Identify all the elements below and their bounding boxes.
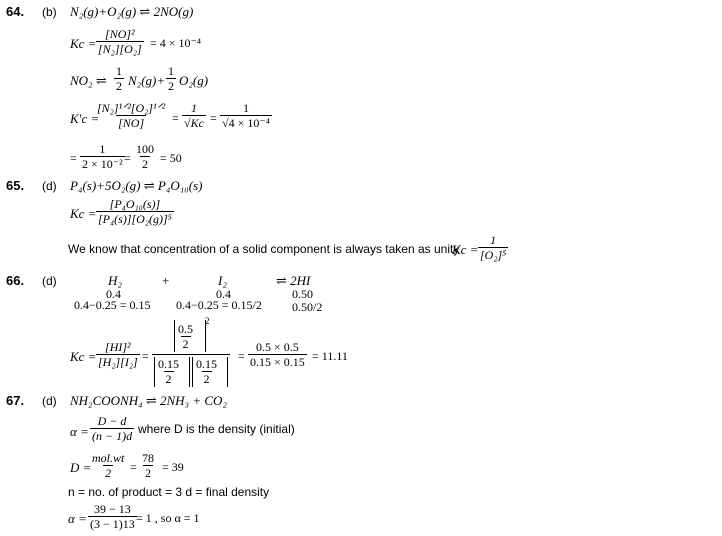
- numerator: 0.5 × 0.5: [256, 340, 299, 354]
- alpha-label: α =: [70, 424, 89, 439]
- denominator: (n − 1)d: [92, 429, 133, 443]
- denominator: 2: [105, 466, 112, 480]
- answer-option: (d): [42, 394, 57, 408]
- n-line: n = no. of product = 3 d = final density: [68, 485, 270, 499]
- numerator: 0.15: [158, 357, 179, 371]
- denominator: 0.15 × 0.15: [250, 355, 305, 369]
- alpha-note: where D is the density (initial): [138, 422, 295, 436]
- kc-numerator: [NO]²: [105, 27, 135, 41]
- kc-label: Kc =: [70, 349, 97, 364]
- equals: =: [142, 349, 149, 363]
- kc-numerator: [HI]²: [105, 340, 131, 354]
- one: 1: [99, 142, 106, 156]
- one: 1: [242, 101, 249, 115]
- denominator: 2: [145, 466, 151, 480]
- kc-fraction: [96, 197, 174, 226]
- numerator: mol.wt: [92, 451, 125, 465]
- one: 1: [190, 101, 197, 115]
- equals: =: [124, 151, 131, 165]
- kc-prime-denominator: [NO]: [118, 116, 145, 130]
- kc-prime-numerator: [N₂]¹ᐟ²[O₂]¹ᐟ²: [97, 101, 166, 115]
- numerator: D − d: [97, 414, 127, 428]
- answer-option: (b): [42, 5, 57, 19]
- numerator: 78: [142, 451, 154, 465]
- kc-prime-label: K′c =: [70, 111, 100, 126]
- kc-denominator: [N₂][O₂]: [98, 42, 142, 56]
- reaction-equation: NH₂COONH₄ ⇌ 2NH₃ + CO₂: [70, 393, 227, 408]
- alpha-fraction: [90, 414, 134, 443]
- no2-n2-term: N₂(g)+: [128, 73, 166, 88]
- no2-o2-term: O₂(g): [179, 73, 209, 88]
- question-number: 66.: [6, 273, 25, 288]
- kc-fraction: [96, 27, 144, 56]
- d-result: = 39: [162, 460, 184, 474]
- species-i2: I₂: [218, 273, 227, 288]
- question-number: 67.: [6, 393, 25, 408]
- equals: =: [130, 460, 137, 474]
- denominator: (3 − 1)13: [90, 517, 135, 531]
- alpha-label: α =: [68, 511, 87, 526]
- kc-label: Kc =: [452, 242, 479, 257]
- denominator: 2: [182, 337, 189, 351]
- species-hi: ⇌ 2HI: [276, 273, 311, 288]
- answer-option: (d): [42, 274, 57, 288]
- inverse-sqrt-kc: [182, 101, 206, 130]
- kc-fraction: [96, 340, 140, 369]
- alpha-result: = 1 , so α = 1: [136, 511, 200, 525]
- equals: =: [238, 349, 245, 363]
- square-exponent: 2: [205, 316, 210, 326]
- d-label: D =: [70, 460, 92, 475]
- numerator: 100: [136, 142, 154, 156]
- value-fraction: [140, 451, 156, 480]
- answer-option: (d): [42, 179, 57, 193]
- half-num: 1: [116, 64, 122, 78]
- question-number: 64.: [6, 4, 25, 19]
- species-h2: H₂: [108, 273, 122, 288]
- hundred-over-two: [134, 142, 156, 171]
- kc-denominator: [P₄(s)][O₂(g)]⁵: [98, 212, 172, 226]
- alpha-value-fraction: [88, 502, 137, 531]
- numerator: 0.15: [196, 357, 217, 371]
- half-fraction: [166, 64, 176, 93]
- kc-label: Kc =: [70, 36, 97, 51]
- eq-h2: 0.4−0.25 = 0.15: [74, 298, 151, 312]
- numerator: 39 − 13: [93, 502, 131, 516]
- denominator: [O₂]⁵: [480, 248, 507, 262]
- sqrt-value: √4 × 10⁻⁴: [222, 116, 270, 130]
- initial-i2: 0.4: [216, 287, 231, 301]
- denominator: 2: [165, 372, 172, 386]
- half-den: 2: [168, 79, 174, 93]
- denominator: 2: [203, 372, 210, 386]
- fraction-bar: [152, 354, 230, 355]
- kc-value: = 4 × 10⁻⁴: [150, 36, 202, 50]
- denominator: 2 × 10⁻²: [82, 157, 123, 171]
- numerator: 0.5: [178, 322, 193, 336]
- half-fraction: [114, 64, 124, 93]
- eq-i2: 0.4−0.25 = 0.15/2: [176, 298, 262, 312]
- kc-unity-fraction: [478, 233, 508, 262]
- kc-label: Kc =: [70, 206, 97, 221]
- result: = 50: [160, 151, 182, 165]
- equals: =: [210, 111, 217, 125]
- kc-prime-fraction: [95, 101, 167, 130]
- reaction-equation: P₄(s)+5O₂(g) ⇌ P₄O₁₀(s): [70, 178, 203, 193]
- no2-equation-lhs: NO₂ ⇌: [70, 73, 107, 88]
- denominator-2: [194, 357, 219, 386]
- result: = 11.11: [312, 349, 348, 363]
- numerator-half: [176, 322, 195, 351]
- inverse-sqrt-value: [220, 101, 272, 130]
- kc-numerator: [P₄O₁₀(s)]: [109, 197, 161, 211]
- denominator-1: [156, 357, 181, 386]
- inverse-fraction: [80, 142, 125, 171]
- sqrt-kc: √Kc: [184, 116, 204, 130]
- reaction-equation: N₂(g)+O₂(g) ⇌ 2NO(g): [70, 4, 194, 19]
- species-plus: +: [162, 273, 170, 288]
- kc-denominator: [H₂][I₂]: [98, 355, 138, 369]
- equals: =: [70, 151, 77, 165]
- calc-fraction: [248, 340, 307, 369]
- initial-hi: 0.50: [292, 287, 313, 301]
- half-num: 1: [168, 64, 174, 78]
- eq-hi: 0.50/2: [292, 300, 323, 314]
- mol-wt-fraction: [90, 451, 126, 480]
- initial-h2: 0.4: [106, 287, 121, 301]
- statement: We know that concentration of a solid component is always taken as unity: [68, 242, 460, 256]
- denominator: 2: [142, 157, 148, 171]
- question-number: 65.: [6, 178, 25, 193]
- numerator: 1: [490, 233, 497, 247]
- equals: =: [172, 111, 179, 125]
- half-den: 2: [116, 79, 122, 93]
